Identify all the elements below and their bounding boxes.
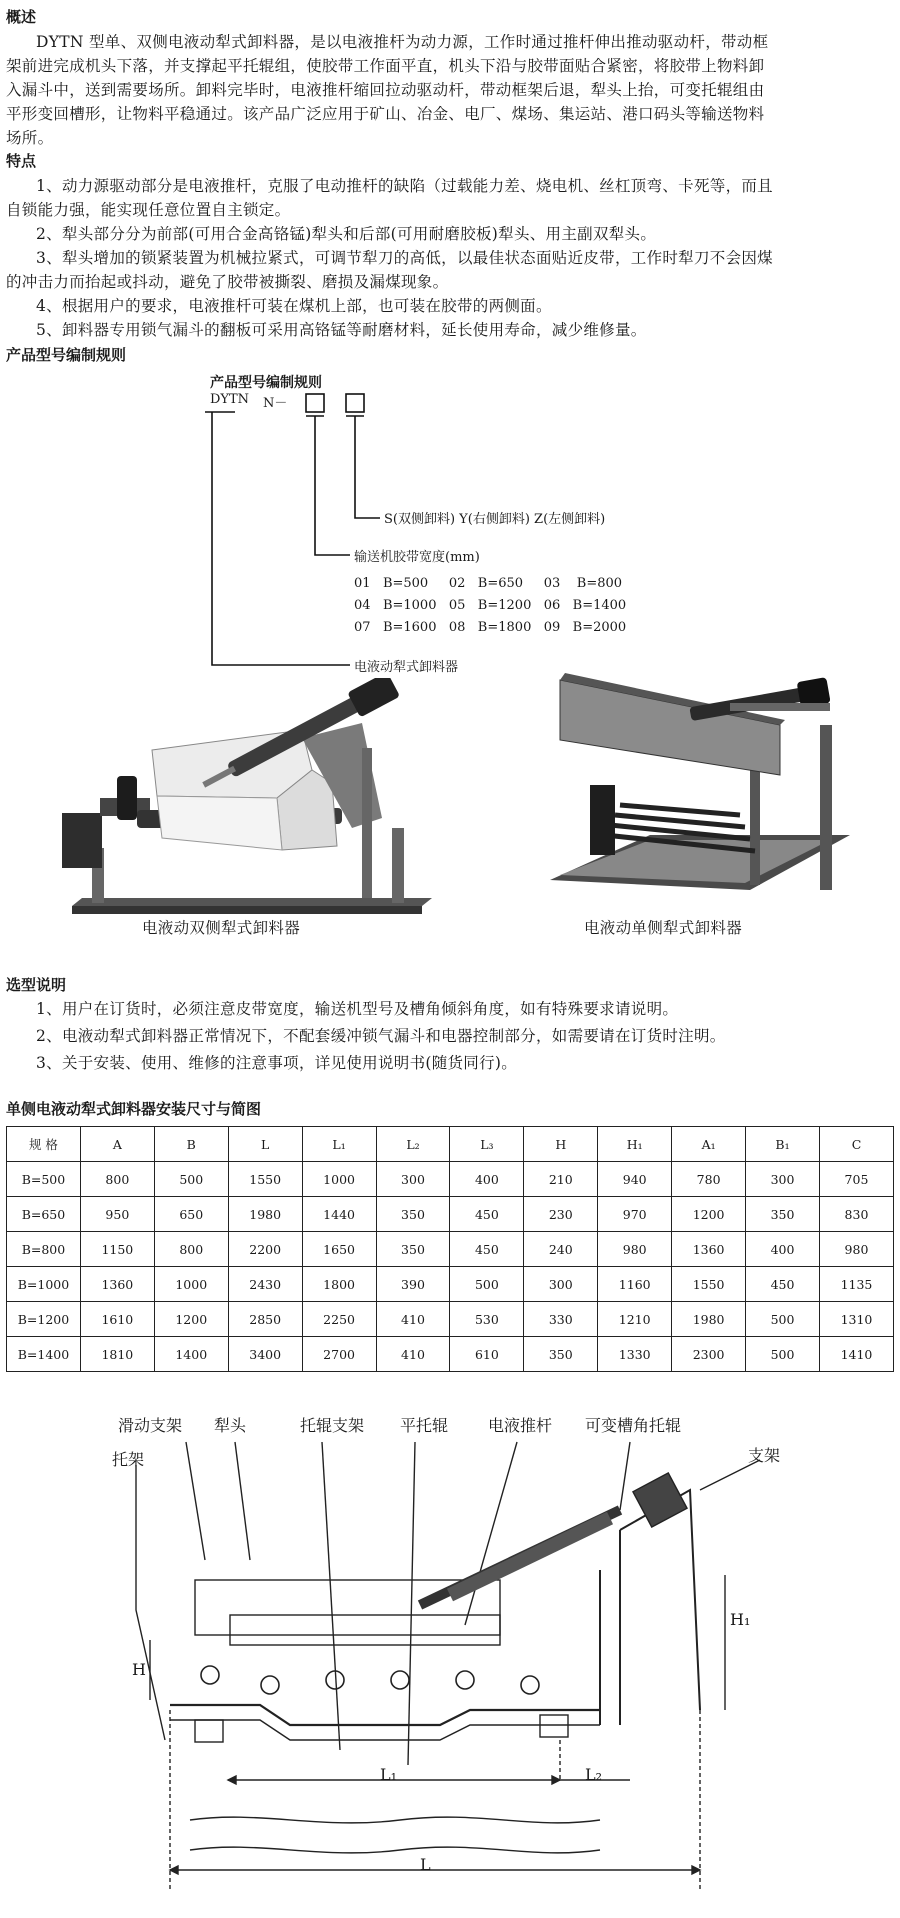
feature-line: 1、动力源驱动部分是电液推杆，克服了电动推杆的缺陷（过载能力差、烧电机、丝杠顶弯、卡死等，而且 [36, 177, 773, 195]
table-header-cell: A₁ [672, 1127, 746, 1162]
table-cell: 1650 [302, 1232, 376, 1267]
feature-line: 自锁能力强，能实现任意位置自主锁定。 [6, 201, 291, 219]
table-cell: 1150 [80, 1232, 154, 1267]
code-name-label: 电液动犁式卸料器 [354, 660, 459, 675]
double-plough-photo [62, 678, 442, 918]
selection-line: 1、用户在订货时，必须注意皮带宽度，输送机型号及槽角倾斜角度，如有特殊要求请说明。 [36, 1000, 679, 1018]
table-header-cell: L₁ [302, 1127, 376, 1162]
overview-line: DYTN 型单、双侧电液动犁式卸料器，是以电液推杆为动力源，工作时通过推杆伸出推动驱动杆，带动框 [36, 33, 769, 51]
table-cell: 3400 [228, 1337, 302, 1372]
table-cell: 780 [672, 1162, 746, 1197]
overview-line: 入漏斗中，送到需要场所。卸料完毕时，电液推杆缩回拉动驱动杆，带动框架后退，犁头上抬，可变托辊组由 [6, 81, 765, 99]
table-cell: 1550 [672, 1267, 746, 1302]
table-cell: 450 [450, 1197, 524, 1232]
code-box-width [306, 394, 324, 412]
table-cell: 1000 [302, 1162, 376, 1197]
table-cell: 705 [819, 1162, 893, 1197]
table-cell: 2250 [302, 1302, 376, 1337]
table-cell: 1360 [672, 1232, 746, 1267]
table-header-cell: B [154, 1127, 228, 1162]
table-header-cell: L₃ [450, 1127, 524, 1162]
table-cell: 1610 [80, 1302, 154, 1337]
table-cell: 2300 [672, 1337, 746, 1372]
table-cell: 980 [598, 1232, 672, 1267]
table-cell: 1980 [672, 1302, 746, 1337]
table-cell: 610 [450, 1337, 524, 1372]
code-width-label: 输送机胶带宽度(mm) [354, 550, 480, 565]
table-cell: 1400 [154, 1337, 228, 1372]
table-cell: 1360 [80, 1267, 154, 1302]
label-pusher: 电液推杆 [488, 1416, 553, 1435]
table-cell: B=500 [7, 1162, 81, 1197]
selection-body [6, 996, 896, 1077]
code-width-table [354, 573, 626, 639]
table-cell: B=800 [7, 1232, 81, 1267]
code-bracket-width [315, 416, 350, 555]
table-cell: 410 [376, 1302, 450, 1337]
table-cell: 1330 [598, 1337, 672, 1372]
table-cell: 410 [376, 1337, 450, 1372]
table-cell: 350 [376, 1232, 450, 1267]
table-header-cell: H₁ [598, 1127, 672, 1162]
table-cell: 980 [819, 1232, 893, 1267]
table-cell: 500 [450, 1267, 524, 1302]
table-heading: 单侧电液动犁式卸料器安装尺寸与简图 [6, 1100, 262, 1118]
label-sliding-support: 滑动支架 [118, 1416, 183, 1435]
table-cell: 970 [598, 1197, 672, 1232]
overview-line: 平形变回槽形，让物料平稳通过。该产品广泛应用于矿山、冶金、电厂、煤场、集运站、港口码头等输送物料 [6, 105, 765, 123]
table-cell: 1160 [598, 1267, 672, 1302]
code-mid: N－ [263, 396, 288, 411]
table-cell: 940 [598, 1162, 672, 1197]
code-bracket-side [355, 416, 380, 518]
table-header-row [7, 1127, 894, 1162]
table-cell: 1135 [819, 1267, 893, 1302]
feature-line: 3、犁头增加的锁紧装置为机械拉紧式，可调节犁刀的高低，以最佳状态面贴近皮带，工作时犁刀不会因煤 [36, 249, 773, 267]
single-plough-photo [530, 665, 860, 905]
table-cell: 500 [746, 1302, 820, 1337]
feature-line: 4、根据用户的要求，电液推杆可装在煤机上部，也可装在胶带的两侧面。 [36, 297, 552, 315]
overview-line: 场所。 [6, 129, 54, 147]
table-cell: 300 [376, 1162, 450, 1197]
table-header-cell: L [228, 1127, 302, 1162]
table-cell: 240 [524, 1232, 598, 1267]
table-cell: 2430 [228, 1267, 302, 1302]
dim-H: H [132, 1660, 146, 1679]
features-body [6, 174, 896, 342]
table-row [7, 1162, 894, 1197]
code-side-label: S(双侧卸料) Y(右侧卸料) Z(左侧卸料) [384, 512, 606, 527]
table-cell: 2850 [228, 1302, 302, 1337]
table-cell: 230 [524, 1197, 598, 1232]
table-cell: 800 [80, 1162, 154, 1197]
table-cell: B=1200 [7, 1302, 81, 1337]
table-header-cell: H [524, 1127, 598, 1162]
left-photo-caption: 电液动双侧犁式卸料器 [142, 919, 301, 937]
table-cell: B=650 [7, 1197, 81, 1232]
table-row [7, 1337, 894, 1372]
table-cell: 350 [524, 1337, 598, 1372]
code-box-side [346, 394, 364, 412]
label-bracket: 托架 [112, 1450, 145, 1469]
model-rules-heading: 产品型号编制规则 [6, 346, 127, 364]
overview-heading: 概述 [6, 8, 37, 26]
table-cell: 830 [819, 1197, 893, 1232]
table-header-cell: L₂ [376, 1127, 450, 1162]
label-plough-head: 犁头 [214, 1416, 247, 1435]
table-cell: 1210 [598, 1302, 672, 1337]
width-row: 04 B=1000 05 B=1200 06 B=1400 [354, 598, 627, 613]
table-cell: 210 [524, 1162, 598, 1197]
feature-line: 的冲击力而抬起或抖动，避免了胶带被撕裂、磨损及漏煤现象。 [6, 273, 449, 291]
table-cell: 1550 [228, 1162, 302, 1197]
table-cell: 350 [746, 1197, 820, 1232]
selection-line: 3、关于安装、使用、维修的注意事项，详见使用说明书(随货同行)。 [36, 1054, 518, 1072]
overview-body [6, 30, 896, 150]
label-variable-roller: 可变槽角托辊 [585, 1416, 682, 1435]
table-cell: 300 [746, 1162, 820, 1197]
table-cell: 650 [154, 1197, 228, 1232]
model-rules-subheading: 产品型号编制规则 [210, 375, 322, 391]
table-cell: 800 [154, 1232, 228, 1267]
table-cell: 330 [524, 1302, 598, 1337]
features-heading: 特点 [6, 152, 37, 170]
label-flat-roller: 平托辊 [400, 1416, 449, 1435]
table-cell: 390 [376, 1267, 450, 1302]
table-cell: 350 [376, 1197, 450, 1232]
table-header-cell: A [80, 1127, 154, 1162]
table-cell: 1800 [302, 1267, 376, 1302]
width-row: 01 B=500 02 B=650 03 B=800 [354, 576, 623, 591]
feature-line: 5、卸料器专用锁气漏斗的翻板可采用高铬锰等耐磨材料，延长使用寿命，减少维修量。 [36, 321, 647, 339]
table-cell: 1440 [302, 1197, 376, 1232]
dim-L1: L₁ [380, 1765, 398, 1784]
table-row [7, 1302, 894, 1337]
right-photo-caption: 电液动单侧犁式卸料器 [584, 919, 743, 937]
label-roller-support: 托辊支架 [300, 1416, 365, 1435]
code-bracket-name [212, 412, 350, 665]
feature-line: 2、犁头部分分为前部(可用合金高铬锰)犁头和后部(可用耐磨胶板)犁头、用主副双犁头。 [36, 225, 657, 243]
table-cell: 400 [450, 1162, 524, 1197]
table-cell: 500 [746, 1337, 820, 1372]
table-cell: 2200 [228, 1232, 302, 1267]
dim-L: L [420, 1855, 431, 1874]
table-row [7, 1232, 894, 1267]
selection-line: 2、电液动犁式卸料器正常情况下，不配套缓冲锁气漏斗和电器控制部分，如需要请在订货时注明。 [36, 1027, 726, 1045]
overview-line: 架前进完成机头下落，并支撑起平托辊组，使胶带工作面平直，机头下沿与胶带面贴合紧密，将胶带上物料卸 [6, 57, 765, 75]
table-cell: B=1000 [7, 1267, 81, 1302]
table-header-cell: B₁ [746, 1127, 820, 1162]
table-cell: 530 [450, 1302, 524, 1337]
table-cell: 1200 [154, 1302, 228, 1337]
width-row: 07 B=1600 08 B=1800 09 B=2000 [354, 620, 627, 635]
table-cell: 1000 [154, 1267, 228, 1302]
table-cell: 1980 [228, 1197, 302, 1232]
table-cell: 400 [746, 1232, 820, 1267]
table-row [7, 1267, 894, 1302]
table-cell: 1200 [672, 1197, 746, 1232]
table-header-cell: 规 格 [7, 1127, 81, 1162]
table-cell: 450 [450, 1232, 524, 1267]
table-cell: 1810 [80, 1337, 154, 1372]
dim-H1: H₁ [730, 1610, 751, 1629]
table-cell: 1310 [819, 1302, 893, 1337]
table-cell: 2700 [302, 1337, 376, 1372]
table-row [7, 1197, 894, 1232]
spec-table-wrap [6, 1126, 894, 1372]
dim-L2: L₂ [585, 1765, 603, 1784]
table-header-cell: C [819, 1127, 893, 1162]
table-cell: 1410 [819, 1337, 893, 1372]
selection-heading: 选型说明 [6, 976, 67, 994]
table-cell: 950 [80, 1197, 154, 1232]
table-cell: 300 [524, 1267, 598, 1302]
label-support: 支架 [748, 1446, 781, 1465]
table-cell: 450 [746, 1267, 820, 1302]
code-prefix: DYTN [210, 392, 250, 407]
spec-table [6, 1126, 894, 1372]
table-cell: 500 [154, 1162, 228, 1197]
table-cell: B=1400 [7, 1337, 81, 1372]
